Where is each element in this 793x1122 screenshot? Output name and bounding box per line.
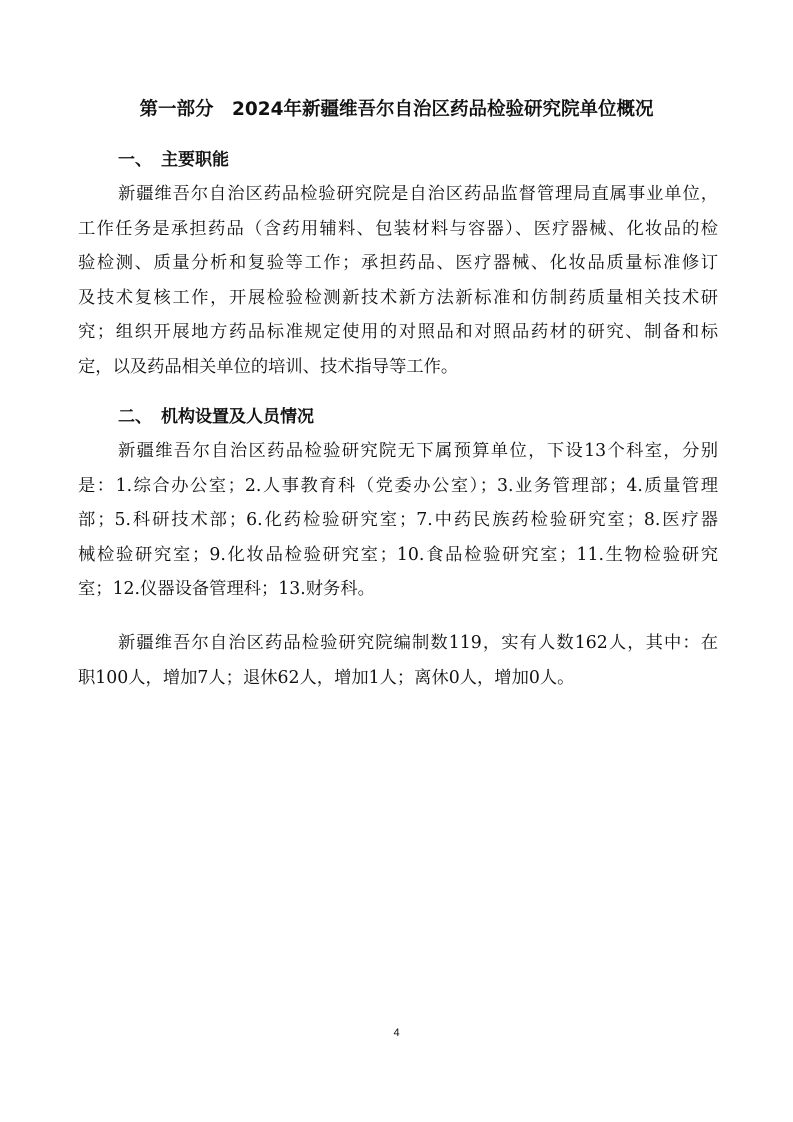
paragraph-line: 究；组织开展地方药品标准规定使用的对照品和对照品药材的研究、制备和标 <box>78 322 718 342</box>
section-heading-text: 主要职能 <box>161 150 229 170</box>
page-title: 第一部分 2024年新疆维吾尔自治区药品检验研究院单位概况 <box>139 99 654 120</box>
paragraph-line: 新疆维吾尔自治区药品检验研究院编制数119，实有人数162人，其中：在 <box>118 633 718 653</box>
paragraph-departments <box>78 434 718 607</box>
paragraph-line: 室；12.仪器设备管理科；13.财务科。 <box>78 579 375 599</box>
paragraph-line: 部；5.科研技术部；6.化药检验研究室；7.中药民族药检验研究室；8.医疗器 <box>78 510 718 530</box>
page-number: 4 <box>393 1027 400 1039</box>
paragraph-line: 及技术复核工作，开展检验检测新技术新方法新标准和仿制药质量相关技术研 <box>78 287 718 308</box>
paragraph-staffing <box>78 626 718 695</box>
section-heading-text: 机构设置及人员情况 <box>161 407 314 427</box>
section-number: 一、 <box>118 150 152 170</box>
paragraph-line: 是：1.综合办公室；2.人事教育科（党委办公室）；3.业务管理部；4.质量管理 <box>78 475 718 496</box>
paragraph-line: 定，以及药品相关单位的培训、技术指导等工作。 <box>78 356 459 377</box>
paragraph-line: 验检测、质量分析和复验等工作；承担药品、医疗器械、化妆品质量标准修订 <box>78 253 718 273</box>
paragraph-line: 械检验研究室；9.化妆品检验研究室；10.食品检验研究室；11.生物检验研究 <box>78 544 718 565</box>
paragraph-main-functions <box>78 177 718 384</box>
section-heading-organization-staff <box>118 404 314 430</box>
paragraph-line: 新疆维吾尔自治区药品检验研究院无下属预算单位，下设13个科室，分别 <box>118 441 718 461</box>
paragraph-line: 新疆维吾尔自治区药品检验研究院是自治区药品监督管理局直属事业单位， <box>118 184 718 204</box>
paragraph-line: 工作任务是承担药品（含药用辅料、包装材料与容器）、医疗器械、化妆品的检 <box>78 218 718 239</box>
paragraph-line: 职100人，增加7人；退休62人，增加1人；离休0人，增加0人。 <box>78 667 575 688</box>
section-heading-main-functions <box>118 147 229 173</box>
section-number: 二、 <box>118 407 152 427</box>
